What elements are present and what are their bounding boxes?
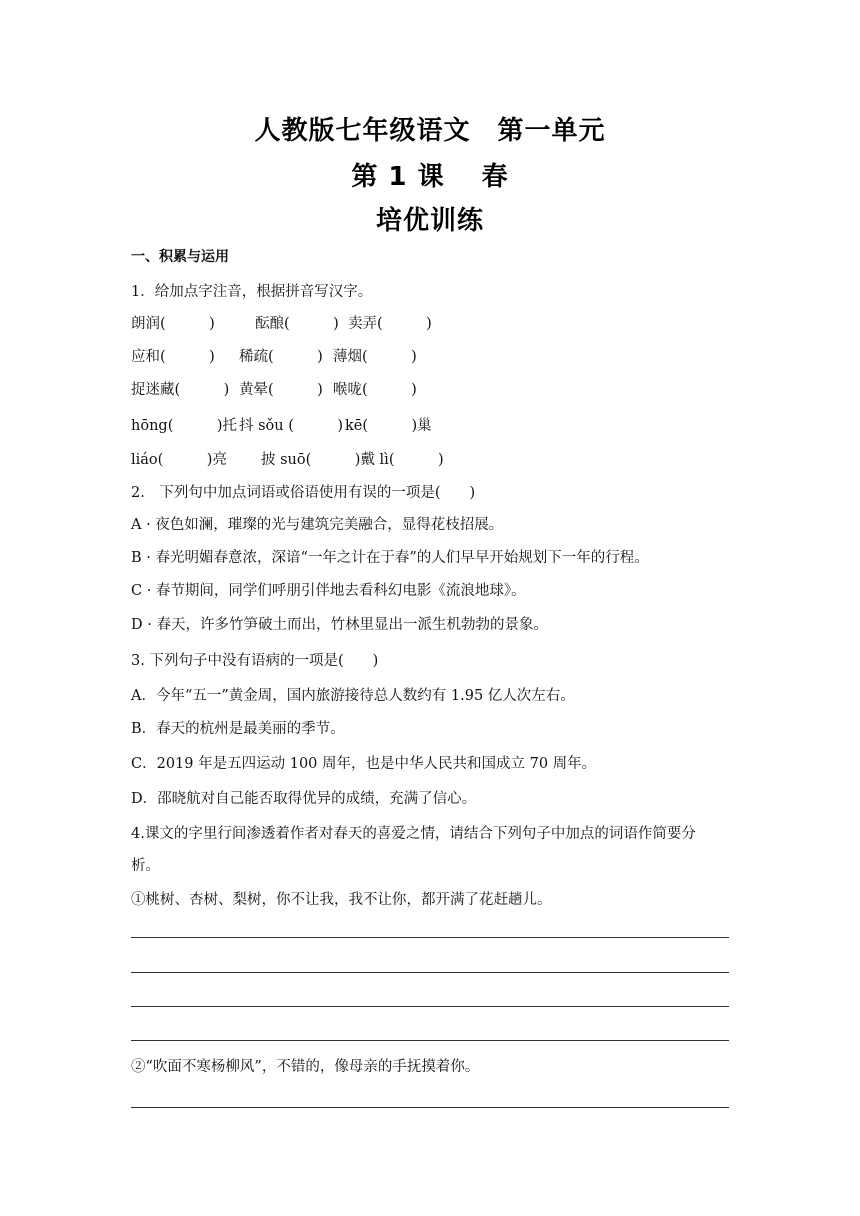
question-4-sentence-1: ①桃树、杏树、梨树，你不让我，我不让你，都开满了花赶趟儿。 [131,892,552,908]
question-2-option-b: B · 春光明媚春意浓，深谙“一年之计在于春”的人们早早开始规划下一年的行程。 [131,550,649,566]
question-4-sentence-2: ②“吹面不寒杨柳风”，不错的，像母亲的手抚摸着你。 [131,1059,480,1075]
word-item: 卖弄( ) [348,316,432,332]
word-item: 薄烟( ) [333,349,417,365]
word-item: 稀疏( ) [239,349,323,365]
word-item: 酝酿( ) [255,316,339,332]
question-2-stem: 2. 下列句中加点词语或俗语使用有误的一项是( ) [131,485,476,501]
answer-line[interactable] [131,972,729,973]
pinyin-item: kē( )巢 [345,418,432,434]
question-3-option-d: D．邵晓航对自己能否取得优异的成绩，充满了信心。 [131,791,477,807]
word-item: 喉咙( ) [333,382,417,398]
lesson-title: 第 1 课 春 [351,162,509,192]
word-item: 黄晕( ) [239,382,323,398]
question-2-option-a: A · 夜色如澜，璀璨的光与建筑完美融合，显得花枝招展。 [131,517,504,533]
word-item: 捉迷藏( ) [131,382,230,398]
question-2-option-d: D · 春天，许多竹笋破土而出，竹林里显出一派生机勃勃的景象。 [131,617,548,633]
pinyin-item: hōng( )托 [131,418,238,434]
answer-line[interactable] [131,937,729,938]
exercise-title: 培优训练 [375,206,484,236]
answer-line[interactable] [131,1107,729,1108]
document-title: 人教版七年级语文 第一单元 [254,116,606,146]
question-3-option-c: C．2019 年是五四运动 100 周年，也是中华人民共和国成立 70 周年。 [131,756,597,772]
pinyin-item: liáo( )亮 [131,452,227,468]
question-4-stem: 4.课文的字里行间渗透着作者对春天的喜爱之情，请结合下列句子中加点的词语作简要分 [131,826,696,842]
answer-line[interactable] [131,1040,729,1041]
pinyin-item: 抖 sǒu ( ) [239,418,344,434]
question-1-row-5 [131,450,731,470]
question-4-stem-continued: 析。 [131,858,160,874]
question-3-option-a: A．今年“五一”黄金周，国内旅游接待总人数约有 1.95 亿人次左右。 [131,688,575,704]
question-3-stem: 3. 下列句子中没有语病的一项是( ) [131,653,379,669]
section-heading: 一、积累与运用 [131,249,229,265]
answer-line[interactable] [131,1006,729,1007]
question-3-option-b: B．春天的杭州是最美丽的季节。 [131,721,345,737]
question-2-option-c: C · 春节期间，同学们呼朋引伴地去看科幻电影《流浪地球》。 [131,583,526,599]
pinyin-item: 披 suō( )戴 lì( ) [261,452,444,468]
question-1-stem: 1．给加点字注音，根据拼音写汉字。 [131,284,373,300]
question-1-row-1 [131,314,731,334]
question-1-row-2 [131,347,731,367]
word-item: 应和( ) [131,349,215,365]
question-1-row-3 [131,380,731,400]
question-1-row-4 [131,416,731,436]
word-item: 朗润( ) [131,316,215,332]
